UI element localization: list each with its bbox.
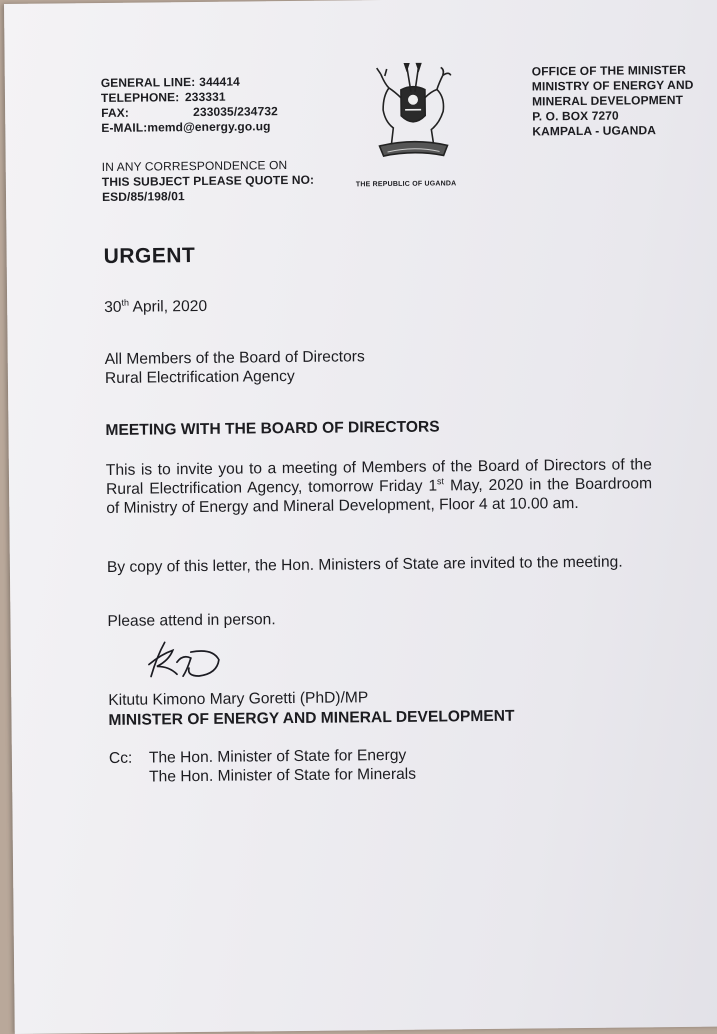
recipient-line-2: Rural Electrification Agency — [104, 367, 295, 387]
general-line-label: GENERAL LINE: — [100, 75, 196, 90]
signatory-title: MINISTER OF ENERGY AND MINERAL DEVELOPMENT — [108, 707, 515, 729]
cc-line-1: The Hon. Minister of State for Energy — [148, 746, 407, 767]
contact-block — [101, 74, 278, 136]
recipient-line-1: All Members of the Board of Directors — [104, 348, 365, 368]
cc-line-2: The Hon. Minister of State for Minerals — [149, 765, 417, 786]
office-line-1: OFFICE OF THE MINISTER — [531, 62, 687, 79]
letter-page — [4, 0, 717, 1034]
signature — [143, 636, 223, 685]
reference-line-1: IN ANY CORRESPONDENCE ON — [101, 158, 288, 174]
office-line-2: MINISTRY OF ENERGY AND — [531, 77, 694, 94]
urgent-heading: URGENT — [103, 244, 196, 268]
letter-subject: MEETING WITH THE BOARD OF DIRECTORS — [105, 418, 440, 439]
paragraph-invitation — [106, 455, 653, 518]
handwritten-signature-icon — [143, 636, 223, 685]
paragraph-invitation-end: May, 2020 in the Boardroom of Ministry of Energy and Mineral Development, Floor 4 at 10.00 am. — [106, 475, 653, 517]
office-line-4: P. O. BOX 7270 — [532, 108, 619, 124]
date-suffix: th — [121, 297, 130, 308]
date-rest: April, 2020 — [128, 297, 208, 316]
paragraph-attend: Please attend in person. — [107, 611, 276, 630]
date-day: 30 — [104, 298, 122, 316]
cc-list — [149, 746, 416, 787]
paragraph-copy: By copy of this letter, the Hon. Ministers of State are invited to the meeting. — [106, 553, 623, 576]
office-line-3: MINERAL DEVELOPMENT — [531, 92, 684, 109]
crest-caption: THE REPUBLIC OF UGANDA — [355, 180, 457, 189]
general-line-value: 344414 — [199, 74, 240, 89]
reference-line-2: THIS SUBJECT PLEASE QUOTE NO: — [101, 172, 315, 189]
office-line-5: KAMPALA - UGANDA — [532, 123, 657, 139]
uganda-crest-icon — [367, 61, 460, 162]
paragraph-invitation-sup: st — [436, 476, 445, 487]
reference-block — [102, 158, 315, 205]
fax-value: 233035/234732 — [193, 104, 278, 120]
office-block — [532, 63, 694, 140]
telephone-label: TELEPHONE: — [100, 90, 180, 105]
recipient-block — [105, 347, 365, 388]
coat-of-arms — [367, 61, 460, 162]
paragraph-invitation-start: This is to invite you to a meeting of Members of the Board of Directors of the Rural Electrification Agency, tomorrow Friday 1 — [105, 456, 652, 498]
email-address: E-MAIL:memd@energy.go.ug — [101, 119, 271, 135]
fax-label: FAX: — [101, 105, 129, 120]
cc-label: Cc: — [108, 749, 133, 767]
reference-number: ESD/85/198/01 — [101, 189, 185, 204]
telephone-value: 233331 — [184, 89, 226, 105]
letter-date — [104, 297, 207, 317]
signatory-name: Kitutu Kimono Mary Goretti (PhD)/MP — [108, 689, 369, 709]
